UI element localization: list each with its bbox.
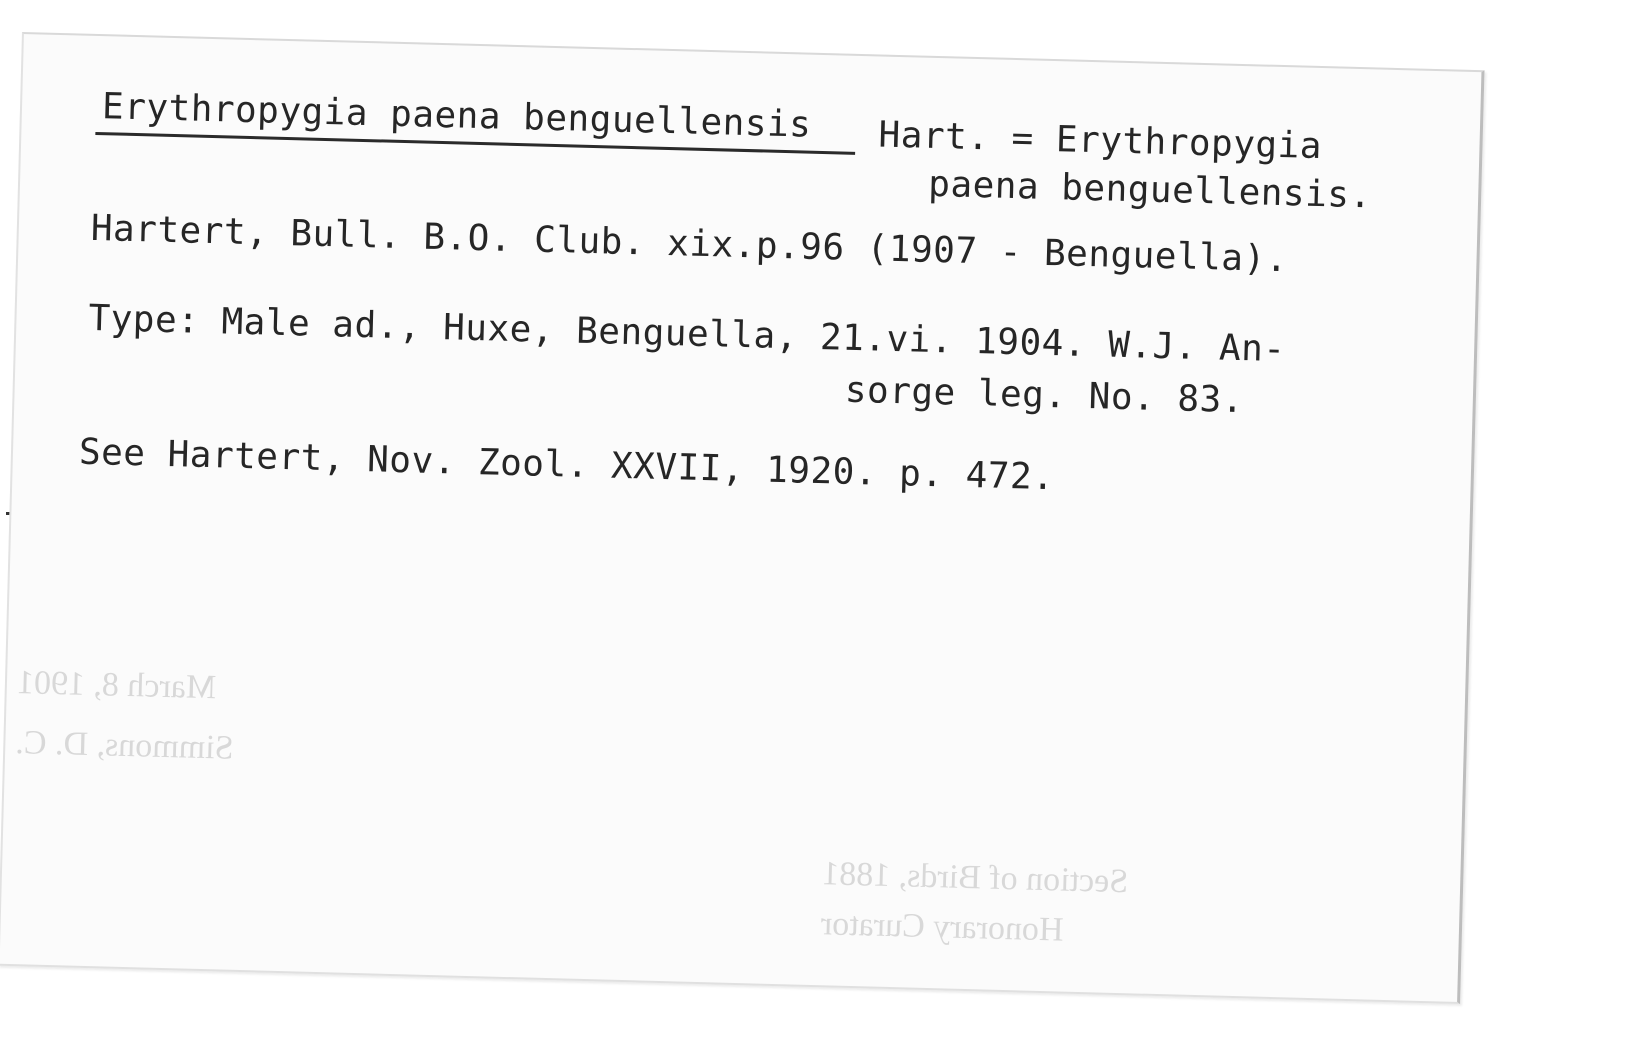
index-card <box>0 32 1484 1004</box>
show-through-line-1: March 8, 1901 <box>16 664 217 707</box>
heading-synonym: Hart. = Erythropygia <box>878 114 1323 168</box>
show-through-line-3: Section of Birds, 1881 <box>821 855 1129 901</box>
see-also-reference: See Hartert, Nov. Zool. XXVII, 1920. p. 472. <box>78 431 1055 499</box>
original-reference: Hartert, Bull. B.O. Club. xix.p.96 (1907 - Benguella). <box>90 207 1289 281</box>
type-specimen-line-2: sorge leg. No. 83. <box>844 369 1245 422</box>
species-name: Erythropygia paena benguellensis <box>101 86 812 146</box>
type-specimen-line-1: Type: Male ad., Huxe, Benguella, 21.vi. 1904. W.J. An- <box>87 297 1287 371</box>
show-through-line-4: Honorary Curator <box>820 905 1064 949</box>
show-through-line-2: Simmons, D. C. <box>14 724 235 767</box>
heading-synonym-continued: paena benguellensis. <box>927 163 1373 217</box>
